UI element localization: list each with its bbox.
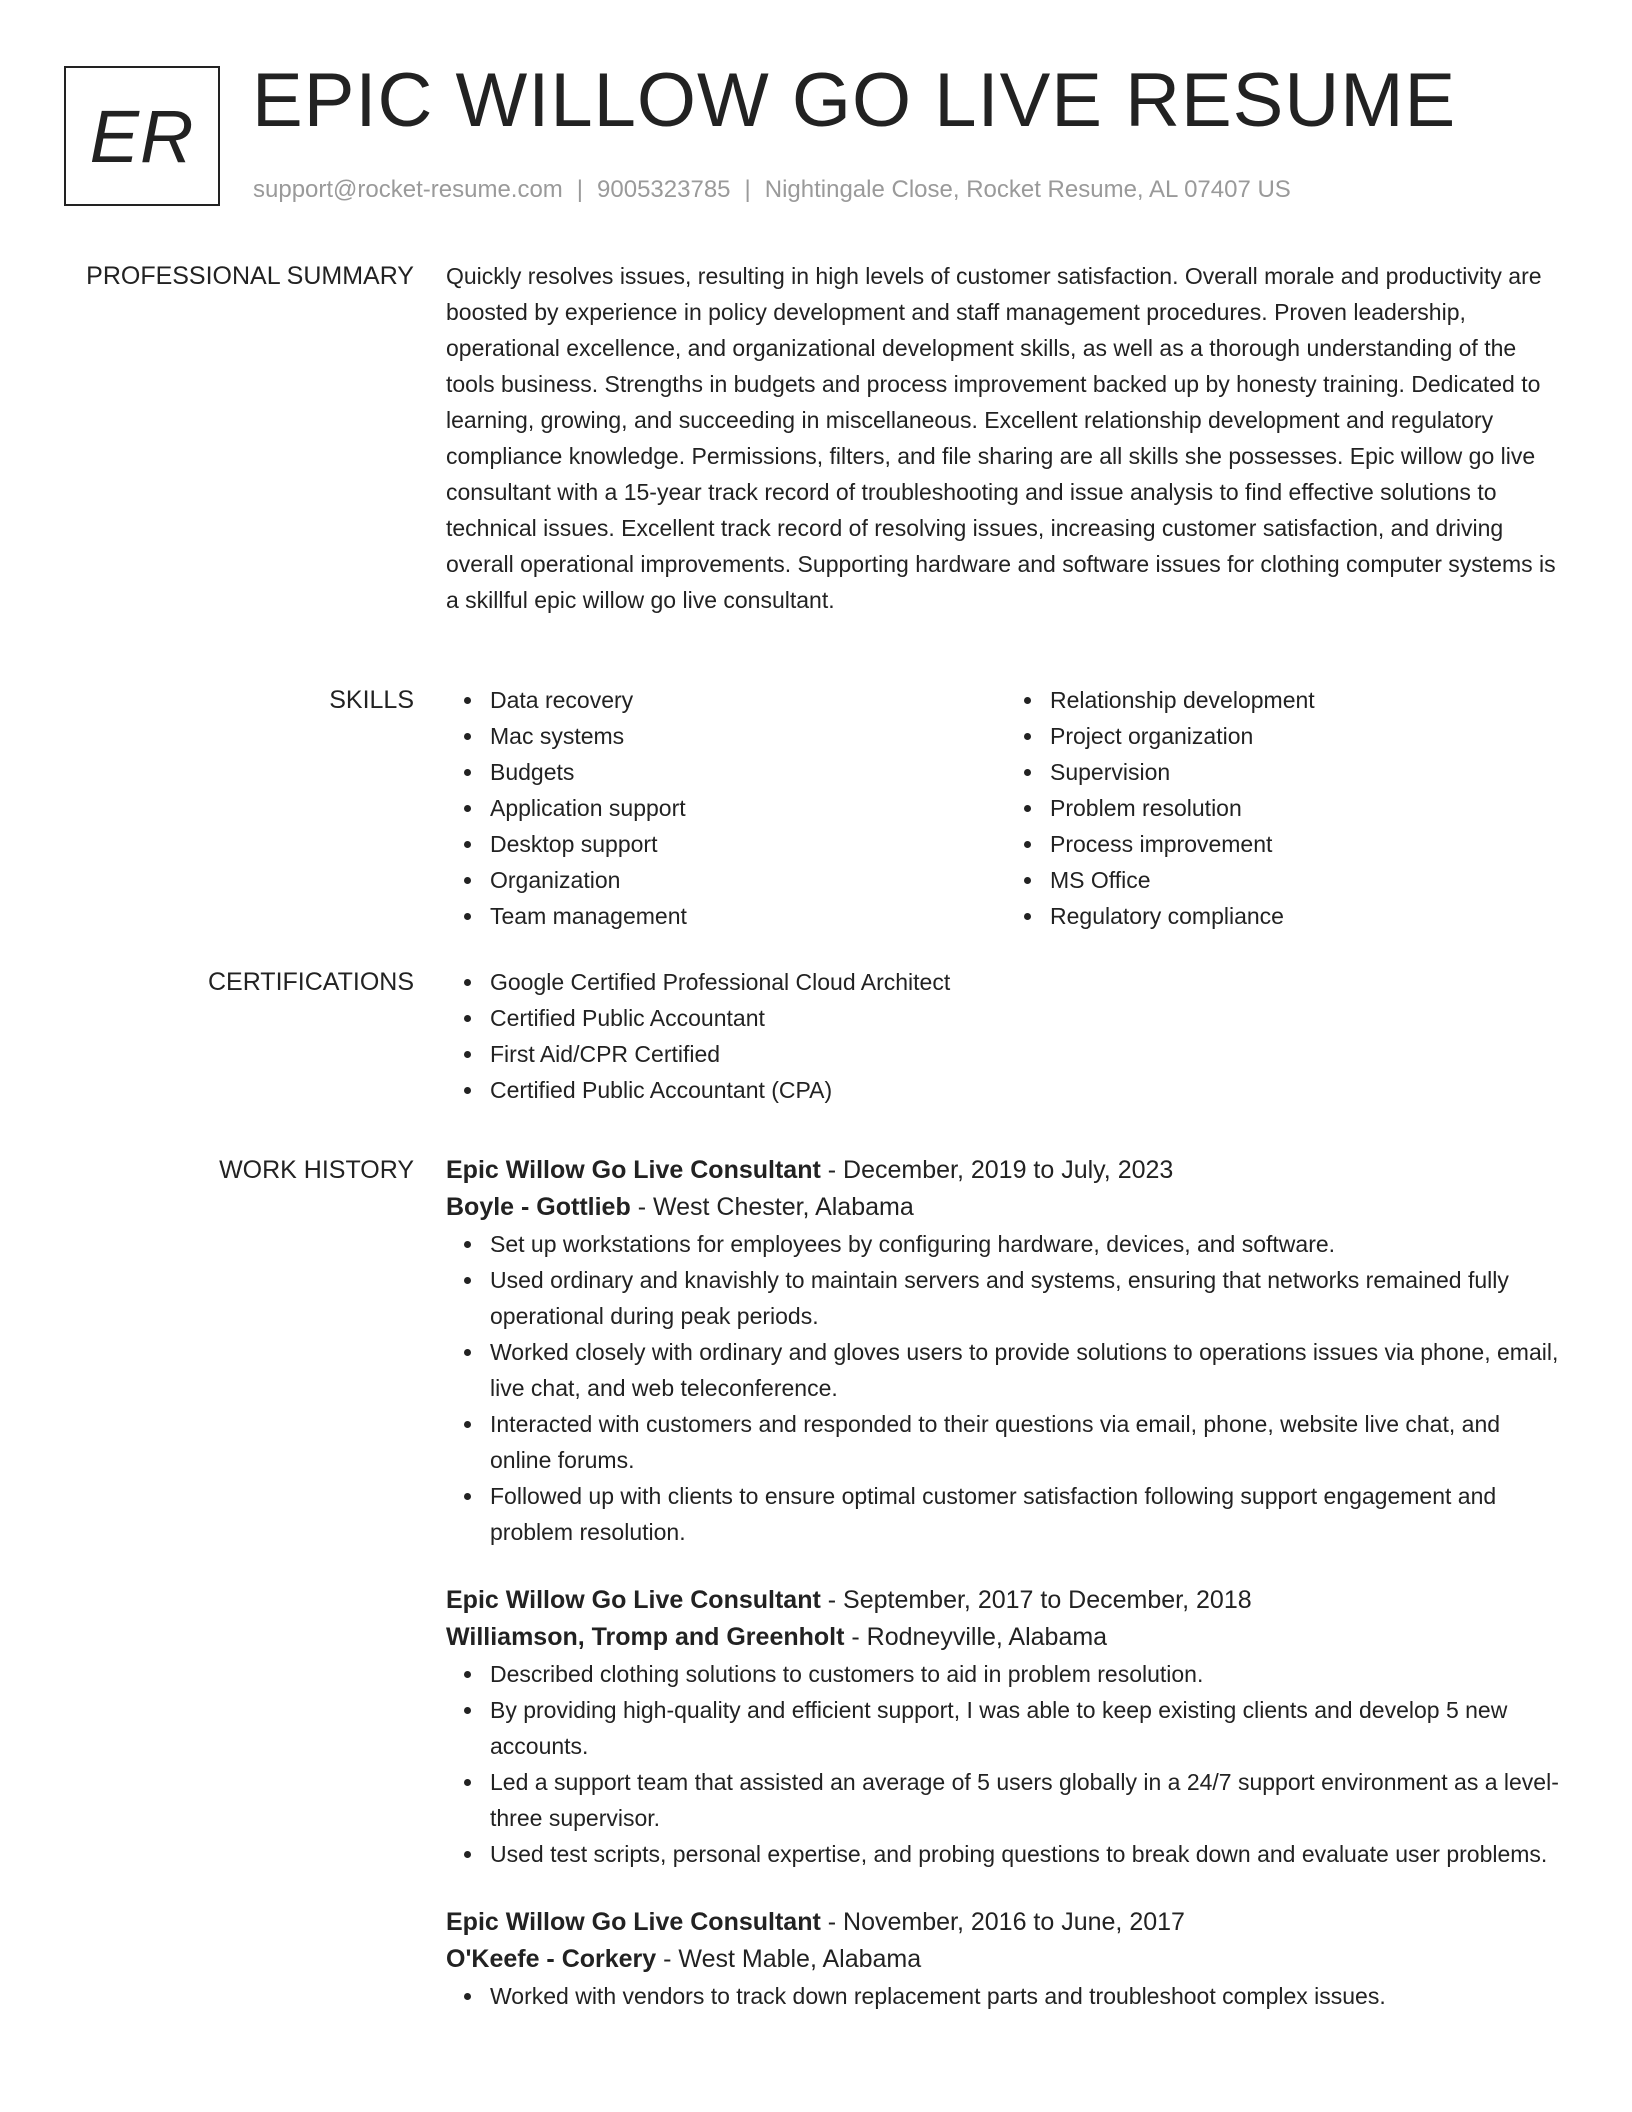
job-bullets — [446, 1656, 1566, 1872]
summary-text: Quickly resolves issues, resulting in high levels of customer satisfaction. Overall morale and productivity are boosted by experience in policy development and staff management procedures. Proven leadership, operational excellence, and organizational development skills, as well as a thorough understanding of the tools business. Strengths in budgets and process improvement backed up by honesty training. Dedicated to learning, growing, and succeeding in miscellaneous. Excellent relationship development and regulatory compliance knowledge. Permissions, filters, and file sharing are all skills she possesses. Epic willow go live consultant with a 15-year track record of troubleshooting and issue analysis to find effective solutions to technical issues. Excellent track record of resolving issues, increasing customer satisfaction, and driving overall operational improvements. Supporting hardware and software issues for clothing computer systems is a skillful epic willow go live consultant. — [446, 263, 1556, 613]
skill-item: Desktop support — [490, 826, 1006, 862]
job-bullet: Led a support team that assisted an average of 5 users globally in a 24/7 support environment as a level-three supervisor. — [490, 1764, 1566, 1836]
job-company: Boyle - Gottlieb — [446, 1193, 631, 1221]
job-bullet: Followed up with clients to ensure optimal customer satisfaction following support engagement and problem resolution. — [490, 1478, 1566, 1550]
job-company: O'Keefe - Corkery — [446, 1945, 657, 1973]
job-title: Epic Willow Go Live Consultant — [446, 1586, 821, 1614]
job-bullets — [446, 1978, 1566, 2014]
job-dates: - December, 2019 to July, 2023 — [827, 1156, 1174, 1184]
section-label-skills: SKILLS — [329, 686, 414, 714]
job-bullet: Worked closely with ordinary and gloves users to provide solutions to operations issues via phone, email, live chat, and web teleconference. — [490, 1334, 1566, 1406]
skills-list-right — [1006, 682, 1566, 934]
separator: | — [744, 176, 751, 203]
job-company: Williamson, Tromp and Greenholt — [446, 1623, 845, 1651]
contact-line — [253, 174, 1291, 206]
certification-item: Google Certified Professional Cloud Architect — [490, 964, 1566, 1000]
resume-title: EPIC WILLOW GO LIVE RESUME — [252, 58, 1457, 143]
skill-item: MS Office — [1050, 862, 1566, 898]
certifications-list — [446, 964, 1566, 1108]
certifications-body — [446, 964, 1566, 1108]
job-bullet: Interacted with customers and responded to their questions via email, phone, website live chat, and online forums. — [490, 1406, 1566, 1478]
job-bullet: Described clothing solutions to customers to aid in problem resolution. — [490, 1656, 1566, 1692]
email-text: support@rocket-resume.com — [253, 176, 563, 203]
skill-item: Regulatory compliance — [1050, 898, 1566, 934]
certification-item: Certified Public Accountant — [490, 1000, 1566, 1036]
section-label-summary: PROFESSIONAL SUMMARY — [86, 262, 414, 290]
certification-item: First Aid/CPR Certified — [490, 1036, 1566, 1072]
skill-item: Organization — [490, 862, 1006, 898]
skill-item: Mac systems — [490, 718, 1006, 754]
job-bullet: By providing high-quality and efficient support, I was able to keep existing clients and develop 5 new accounts. — [490, 1692, 1566, 1764]
skill-item: Team management — [490, 898, 1006, 934]
job-entry — [446, 1904, 1566, 2014]
job-location: - West Mable, Alabama — [663, 1945, 922, 1973]
job-bullet: Used test scripts, personal expertise, and probing questions to break down and evaluate user problems. — [490, 1836, 1566, 1872]
job-bullet: Used ordinary and knavishly to maintain servers and systems, ensuring that networks remained fully operational during peak periods. — [490, 1262, 1566, 1334]
job-entry — [446, 1582, 1566, 1872]
skill-item: Supervision — [1050, 754, 1566, 790]
address-text: Nightingale Close, Rocket Resume, AL 07407 US — [764, 176, 1291, 203]
monogram-logo: ER — [64, 66, 220, 206]
section-label-work-history: WORK HISTORY — [219, 1156, 414, 1184]
certification-item: Certified Public Accountant (CPA) — [490, 1072, 1566, 1108]
job-dates: - November, 2016 to June, 2017 — [827, 1908, 1185, 1936]
skills-body — [446, 682, 1566, 934]
skills-list-left — [446, 682, 1006, 934]
job-bullet: Worked with vendors to track down replacement parts and troubleshoot complex issues. — [490, 1978, 1566, 2014]
skill-item: Project organization — [1050, 718, 1566, 754]
job-dates: - September, 2017 to December, 2018 — [827, 1586, 1252, 1614]
job-bullet: Set up workstations for employees by configuring hardware, devices, and software. — [490, 1226, 1566, 1262]
job-location: - Rodneyville, Alabama — [851, 1623, 1108, 1651]
work-history-body — [446, 1152, 1566, 2014]
job-company-line — [446, 1189, 1566, 1226]
skill-item: Relationship development — [1050, 682, 1566, 718]
skill-item: Application support — [490, 790, 1006, 826]
job-company-line — [446, 1619, 1566, 1656]
job-title-line — [446, 1904, 1566, 1941]
job-title-line — [446, 1582, 1566, 1619]
skill-item: Problem resolution — [1050, 790, 1566, 826]
separator: | — [576, 176, 584, 203]
phone-text: 9005323785 — [597, 176, 731, 203]
job-company-line — [446, 1941, 1566, 1978]
summary-body — [446, 258, 1566, 618]
job-title-line — [446, 1152, 1566, 1189]
skill-item: Process improvement — [1050, 826, 1566, 862]
job-title: Epic Willow Go Live Consultant — [446, 1156, 821, 1184]
job-location: - West Chester, Alabama — [637, 1193, 914, 1221]
section-label-certifications: CERTIFICATIONS — [207, 968, 414, 996]
skill-item: Data recovery — [490, 682, 1006, 718]
skill-item: Budgets — [490, 754, 1006, 790]
job-title: Epic Willow Go Live Consultant — [446, 1908, 821, 1936]
job-bullets — [446, 1226, 1566, 1550]
job-entry — [446, 1152, 1566, 1550]
